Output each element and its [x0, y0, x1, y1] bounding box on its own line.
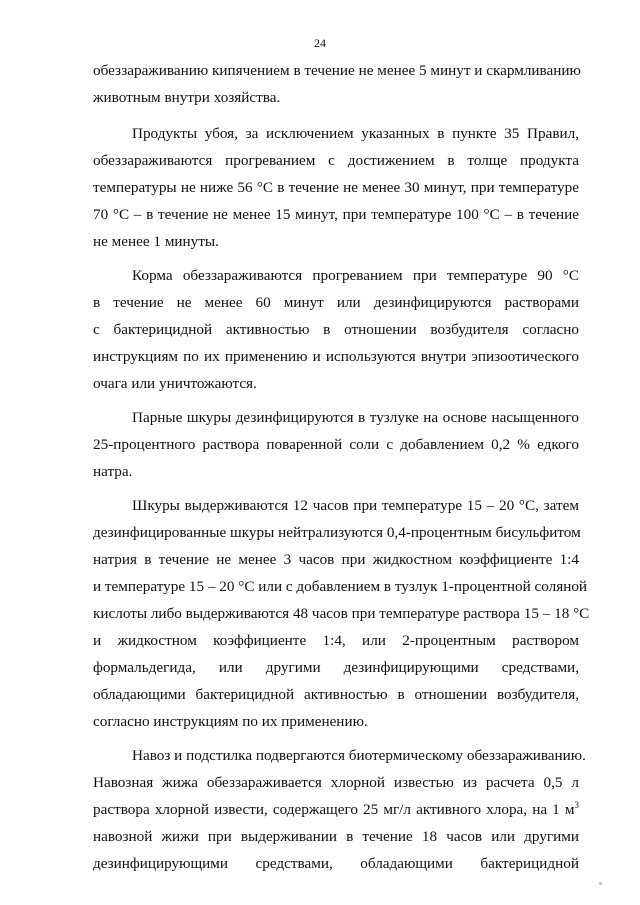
text-line: Навозная жижа обеззараживается хлорной известью из расчета 0,5 л [93, 774, 579, 791]
text-line: Навоз и подстилка подвергаются биотермическому обеззараживанию. [132, 747, 586, 764]
text-line: инструкциям по их применению и используются внутри эпизоотического [93, 348, 579, 365]
text-line [93, 800, 579, 820]
text-line: натрия в течение не менее 3 часов при жидкостном коэффициенте 1:4 [93, 551, 579, 568]
text-line: Парные шкуры дезинфицируются в тузлуке на основе насыщенного [132, 409, 579, 426]
text-line: согласно инструкциям по их применению. [93, 713, 368, 730]
text-line: температуры не ниже 56 °С в течение не менее 30 минут, при температуре [93, 179, 579, 196]
scan-dot [599, 882, 602, 885]
text-line: формальдегида, или другими дезинфицирующими средствами, [93, 659, 579, 676]
text-line: 70 °С – в течение не менее 15 минут, при температуре 100 °С – в течение [93, 206, 579, 223]
text-line: животным внутри хозяйства. [93, 89, 281, 106]
text-line: навозной жижи при выдерживании в течение 18 часов или другими [93, 828, 579, 845]
text-line: не менее 1 минуты. [93, 233, 219, 250]
text-line: 25-процентного раствора поваренной соли с добавлением 0,2 % едкого [93, 436, 579, 453]
text-line-body: раствора хлорной извести, содержащего 25 мг/л активного хлора, на 1 м [93, 801, 575, 818]
text-line: обладающими бактерицидной активностью в отношении возбудителя, [93, 686, 579, 703]
text-line: обеззараживаются прогреванием с достижением в толще продукта [93, 152, 579, 169]
text-line: кислоты либо выдерживаются 48 часов при температуре раствора 15 – 18 °С [93, 605, 590, 622]
page-number: 24 [314, 36, 326, 50]
text-line: и жидкостном коэффициенте 1:4, или 2-процентным раствором [93, 632, 579, 649]
text-line: натра. [93, 463, 133, 480]
text-line: Продукты убоя, за исключением указанных в пункте 35 Правил, [132, 125, 579, 142]
text-line: с бактерицидной активностью в отношении возбудителя согласно [93, 321, 579, 338]
text-line: дезинфицированные шкуры нейтрализуются 0,4-процентным бисульфитом [93, 524, 581, 541]
text-line: очага или уничтожаются. [93, 375, 257, 392]
text-line: и температуре 15 – 20 °С или с добавлением в тузлук 1-процентной соляной [93, 578, 588, 595]
text-line: в течение не менее 60 минут или дезинфицируются растворами [93, 294, 579, 311]
text-line: Шкуры выдерживаются 12 часов при температуре 15 – 20 °С, затем [132, 497, 579, 514]
text-line: Корма обеззараживаются прогреванием при температуре 90 °С [132, 267, 579, 284]
superscript: 3 [574, 799, 579, 810]
text-line: дезинфицирующими средствами, обладающими бактерицидной [93, 855, 579, 872]
text-line: обеззараживанию кипячением в течение не менее 5 минут и скармливанию [93, 62, 581, 79]
